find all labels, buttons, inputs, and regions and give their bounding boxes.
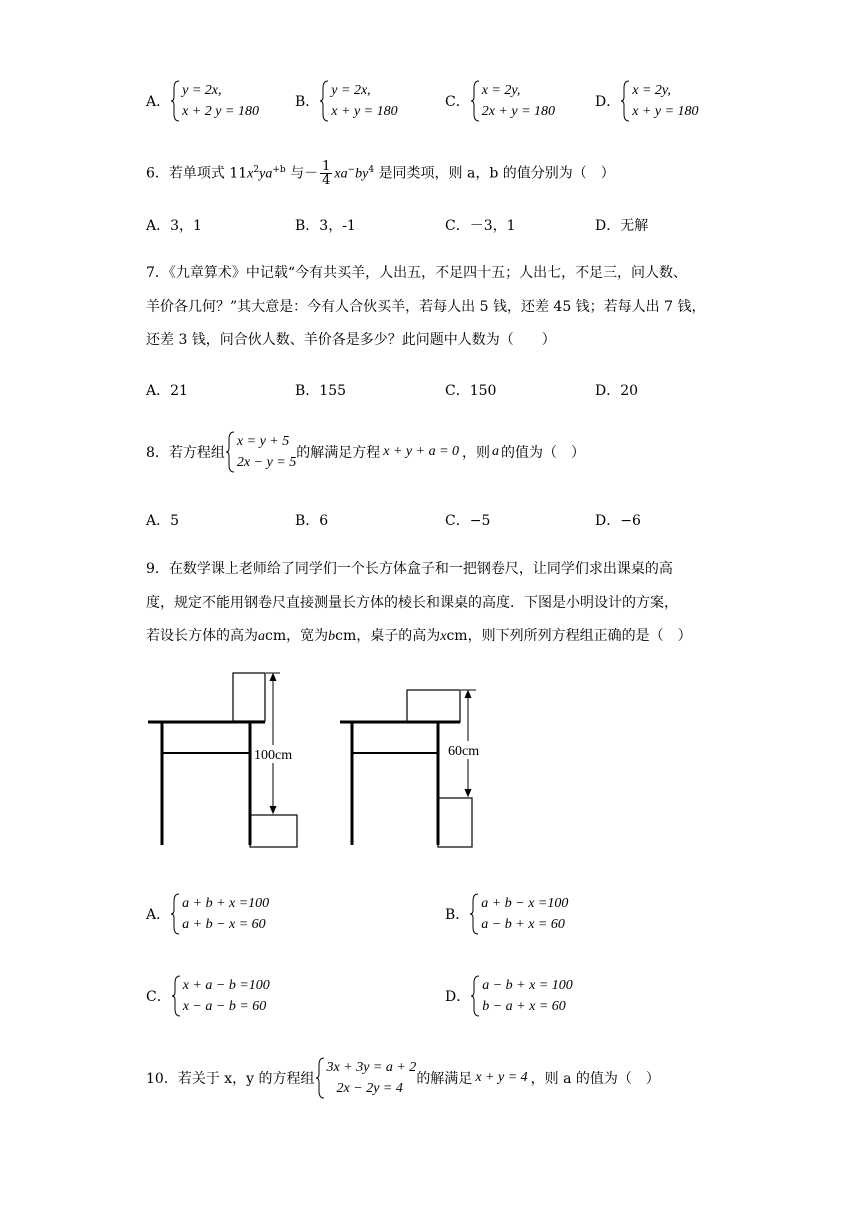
equation: x + a − b =100 bbox=[182, 978, 270, 993]
equation: x − a − b = 60 bbox=[182, 999, 267, 1014]
equation-system bbox=[170, 80, 259, 122]
q7-option-a[interactable]: A．21 bbox=[146, 383, 188, 399]
stem-text: ，则 a 的值为（ ） bbox=[530, 1071, 660, 1087]
equation: 2x − 2y = 4 bbox=[336, 1081, 403, 1096]
math-var: a bbox=[258, 629, 265, 644]
brace-icon bbox=[225, 431, 235, 473]
equation: y = 2x, bbox=[331, 83, 371, 98]
option-label: D． bbox=[595, 94, 621, 110]
brace-icon bbox=[319, 80, 329, 122]
q7-option-c[interactable]: C．150 bbox=[445, 383, 497, 399]
equation: a + b − x =100 bbox=[481, 896, 569, 911]
option-label: B． bbox=[295, 94, 320, 110]
q9-option-c[interactable] bbox=[146, 975, 270, 1017]
stem-text: 的解满足方程 bbox=[296, 445, 381, 461]
unit: cm bbox=[446, 628, 468, 644]
option-label: B． bbox=[445, 907, 470, 923]
q7-option-d[interactable]: D．20 bbox=[595, 383, 639, 399]
q8-option-c[interactable]: C．−5 bbox=[445, 513, 491, 529]
equation-system bbox=[469, 893, 568, 935]
dimension-label-60cm: 60cm bbox=[448, 744, 480, 759]
q9-option-b[interactable] bbox=[445, 893, 568, 935]
desk-right bbox=[340, 690, 476, 847]
unit: cm bbox=[265, 628, 287, 644]
fraction-denominator: 4 bbox=[322, 173, 331, 189]
q7-stem-line2: 羊价各几何？”其大意是：今有人合伙买羊，若每人出 5 钱，还差 45 钱；若每人出 7 钱， bbox=[146, 299, 706, 315]
option-label: C． bbox=[445, 94, 470, 110]
equation-system bbox=[470, 80, 555, 122]
equation-system bbox=[315, 1057, 417, 1099]
math-var: x bbox=[440, 629, 447, 644]
q6-stem bbox=[146, 160, 615, 187]
equation-system bbox=[470, 975, 573, 1017]
q5-option-a[interactable] bbox=[146, 80, 259, 122]
equation-system bbox=[171, 975, 270, 1017]
q5-option-b[interactable] bbox=[295, 80, 398, 122]
equation: 2x + y = 180 bbox=[481, 104, 556, 119]
equation: x + y = 4 bbox=[475, 1070, 528, 1085]
math-var: a bbox=[492, 444, 500, 459]
brace-icon bbox=[315, 1057, 325, 1099]
brace-icon bbox=[470, 975, 480, 1017]
q6-option-c[interactable]: C．－3，1 bbox=[445, 218, 516, 234]
math-var: xa bbox=[334, 166, 348, 182]
exponent: 4 bbox=[368, 165, 375, 175]
equation: a + b − x = 60 bbox=[182, 917, 266, 932]
q5-option-c[interactable] bbox=[445, 80, 555, 122]
equation: y = 2x, bbox=[182, 83, 222, 98]
stem-text: 6．若单项式 11 bbox=[146, 165, 248, 182]
brace-icon bbox=[171, 975, 181, 1017]
dimension-label-100cm: 100cm bbox=[254, 748, 293, 763]
equation: x = 2y, bbox=[481, 83, 521, 98]
exponent: 2 bbox=[253, 165, 260, 175]
brace-icon bbox=[470, 80, 480, 122]
brace-icon bbox=[620, 80, 630, 122]
math-var: b bbox=[328, 629, 336, 644]
stem-text: 的解满足 bbox=[416, 1071, 473, 1087]
equation: 2x − y = 5 bbox=[236, 455, 297, 470]
equation: a − b + x = 100 bbox=[482, 978, 573, 993]
stem-text: 与－ bbox=[285, 165, 319, 182]
equation-system bbox=[170, 893, 269, 935]
stem-text: ，则下列所列方程组正确的是（ ） bbox=[467, 628, 692, 644]
equation: x = y + 5 bbox=[236, 434, 290, 449]
q9-option-a[interactable] bbox=[146, 893, 269, 935]
option-label: C． bbox=[146, 989, 171, 1005]
stem-text: 10．若关于 x，y 的方程组 bbox=[146, 1071, 315, 1087]
math-var: x bbox=[247, 166, 254, 182]
equation: a − b + x = 60 bbox=[481, 917, 565, 932]
q10-stem bbox=[146, 1057, 660, 1099]
stem-text: 的值为（ ） bbox=[501, 445, 586, 461]
stem-text: ，桌子的高为 bbox=[356, 628, 441, 644]
option-label: A． bbox=[146, 94, 171, 110]
q8-stem bbox=[146, 431, 585, 473]
q9-stem-line3 bbox=[146, 626, 692, 647]
option-label: D． bbox=[445, 989, 471, 1005]
equation: x + y = 180 bbox=[331, 104, 398, 119]
math-var: ya bbox=[259, 166, 273, 182]
fraction bbox=[320, 160, 332, 187]
brace-icon bbox=[170, 80, 180, 122]
equation: x = 2y, bbox=[632, 83, 671, 98]
q9-stem-line2: 度，规定不能用钢卷尺直接测量长方体的棱长和课桌的高度．下图是小明设计的方案， bbox=[146, 595, 678, 611]
math-var: by bbox=[355, 166, 369, 182]
fraction-numerator: 1 bbox=[322, 159, 331, 175]
equation: x + y + a = 0 bbox=[383, 444, 460, 459]
q9-stem-line1: 9．在数学课上老师给了同学们一个长方体盒子和一把钢卷尺，让同学们求出课桌的高 bbox=[146, 561, 673, 577]
equation: b − a + x = 60 bbox=[482, 999, 566, 1014]
q9-option-d[interactable] bbox=[445, 975, 573, 1017]
equation: x + y = 180 bbox=[632, 104, 699, 119]
q8-option-a[interactable]: A．5 bbox=[146, 513, 180, 529]
stem-text: ，宽为 bbox=[286, 628, 329, 644]
unit: cm bbox=[335, 628, 357, 644]
stem-text: ，则 bbox=[462, 445, 491, 461]
equation: x + 2 y = 180 bbox=[182, 104, 259, 119]
q5-option-d[interactable] bbox=[595, 80, 699, 122]
q8-option-b[interactable]: B．6 bbox=[295, 513, 329, 529]
desk-measurement-figure bbox=[140, 665, 520, 855]
q7-stem-line3: 还差 3 钱，问合伙人数、羊价各是多少？此问题中人数为（ ） bbox=[146, 332, 556, 348]
equation-system bbox=[225, 431, 296, 473]
q7-stem-line1: 7．《九章算术》中记载“今有共买羊，人出五，不足四十五；人出七，不足三，问人数、 bbox=[146, 265, 688, 281]
equation: a + b + x =100 bbox=[182, 896, 270, 911]
option-label: A． bbox=[146, 907, 171, 923]
q6-option-a[interactable]: A．3，1 bbox=[146, 218, 202, 234]
q6-option-b[interactable]: B．3，-1 bbox=[295, 218, 356, 234]
brace-icon bbox=[469, 893, 479, 935]
equation-system bbox=[319, 80, 397, 122]
stem-text: 是同类项，则 a，b 的值分别为（ ） bbox=[374, 165, 615, 182]
q6-option-d[interactable]: D．无解 bbox=[595, 218, 649, 234]
stem-text: 8．若方程组 bbox=[146, 445, 225, 461]
equation: 3x + 3y = a + 2 bbox=[326, 1060, 417, 1075]
exponent: − bbox=[347, 165, 356, 175]
brace-icon bbox=[170, 893, 180, 935]
equation-system bbox=[620, 80, 698, 122]
q8-option-d[interactable]: D．−6 bbox=[595, 513, 641, 529]
q7-option-b[interactable]: B．155 bbox=[295, 383, 347, 399]
stem-text: 若设长方体的高为 bbox=[146, 628, 258, 644]
exponent: +b bbox=[272, 165, 286, 175]
